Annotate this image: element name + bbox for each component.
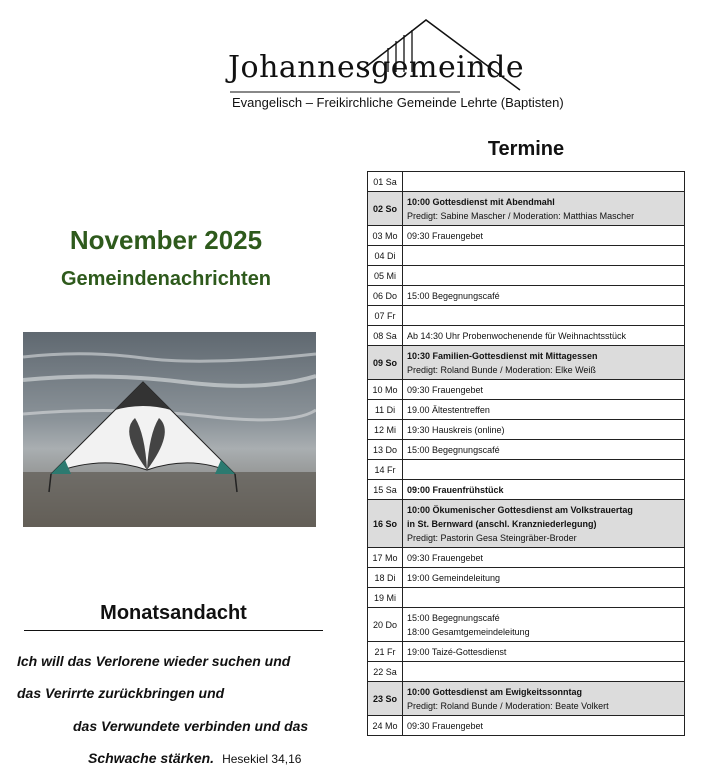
calendar-date: 23 So: [368, 682, 403, 716]
calendar-event: 18:00 Gesamtgemeindeleitung: [407, 626, 530, 637]
calendar-date: 16 So: [368, 500, 403, 548]
calendar-row: [368, 420, 685, 440]
calendar-date: 09 So: [368, 346, 403, 380]
calendar-event: 10:00 Gottesdienst am Ewigkeitssonntag: [407, 686, 583, 697]
church-subtitle: Evangelisch – Freikirchliche Gemeinde Lehrte (Baptisten): [232, 95, 564, 110]
calendar-date: 12 Mi: [368, 420, 403, 440]
calendar-row: [368, 480, 685, 500]
calendar-event: 09:30 Frauengebet: [407, 552, 484, 563]
calendar-events: [403, 568, 685, 588]
calendar-date: 20 Do: [368, 608, 403, 642]
calendar-date: 17 Mo: [368, 548, 403, 568]
calendar-event: 19:00 Gemeindeleitung: [407, 572, 501, 583]
kite-beach-photo: [23, 332, 316, 527]
verse-line-3: das Verwundete verbinden und das: [73, 718, 309, 734]
month-title: November 2025: [69, 225, 263, 255]
calendar-event: Predigt: Sabine Mascher / Moderation: Matthias Mascher: [407, 210, 635, 221]
calendar-row: [368, 326, 685, 346]
church-name: Johannesgemeinde: [228, 50, 525, 85]
calendar-events: [403, 440, 685, 460]
newsletter-subtitle: Gemeindenachrichten: [60, 268, 272, 290]
calendar-row: [368, 588, 685, 608]
calendar-row: [368, 192, 685, 226]
calendar-date: 07 Fr: [368, 306, 403, 326]
calendar-event: 10:00 Ökumenischer Gottesdienst am Volkstrauertag: [407, 504, 633, 515]
calendar-event: Predigt: Pastorin Gesa Steingräber-Broder: [407, 532, 577, 543]
calendar-event: 19:00 Taizé-Gottesdienst: [407, 646, 507, 657]
kite-photo-image: [23, 332, 316, 527]
calendar-event: in St. Bernward (anschl. Kranzniederlegung): [407, 518, 597, 529]
calendar-events: [403, 286, 685, 306]
calendar-row: [368, 548, 685, 568]
calendar-date: 21 Fr: [368, 642, 403, 662]
calendar-event: Predigt: Roland Bunde / Moderation: Beate Volkert: [407, 700, 609, 711]
calendar-row: [368, 568, 685, 588]
calendar-events: [403, 608, 685, 642]
calendar-event: 15:00 Begegnungscafé: [407, 612, 500, 623]
calendar-row: [368, 400, 685, 420]
calendar-row: [368, 500, 685, 548]
calendar-events: [403, 226, 685, 246]
calendar-events: [403, 588, 685, 608]
calendar-event: 09:30 Frauengebet: [407, 720, 484, 731]
andacht-divider: [24, 630, 323, 631]
verse-reference: Hesekiel 34,16: [222, 752, 302, 766]
calendar-events: [403, 716, 685, 736]
calendar-event: 19:30 Hauskreis (online): [407, 424, 505, 435]
calendar-date: 03 Mo: [368, 226, 403, 246]
calendar-event: Ab 14:30 Uhr Probenwochenende für Weihnachtsstück: [407, 330, 626, 341]
verse-line-4: [88, 750, 301, 766]
calendar-events: [403, 480, 685, 500]
calendar-events: [403, 380, 685, 400]
calendar-event: 15:00 Begegnungscafé: [407, 290, 500, 301]
calendar-event: 10:30 Familien-Gottesdienst mit Mittagessen: [407, 350, 598, 361]
calendar-event: 09:30 Frauengebet: [407, 230, 484, 241]
calendar-events: [403, 306, 685, 326]
calendar-events: [403, 548, 685, 568]
calendar-events: [403, 662, 685, 682]
andacht-heading: Monatsandacht: [100, 602, 247, 624]
verse-line-2: das Verirrte zurückbringen und: [17, 685, 225, 701]
calendar-date: 19 Mi: [368, 588, 403, 608]
calendar-date: 15 Sa: [368, 480, 403, 500]
calendar-events: [403, 172, 685, 192]
verse-line-1: Ich will das Verlorene wieder suchen und: [17, 653, 291, 669]
header: [0, 0, 702, 115]
calendar-events: [403, 346, 685, 380]
calendar-date: 05 Mi: [368, 266, 403, 286]
calendar-events: [403, 246, 685, 266]
calendar-date: 01 Sa: [368, 172, 403, 192]
calendar-date: 06 Do: [368, 286, 403, 306]
calendar-date: 22 Sa: [368, 662, 403, 682]
calendar-row: [368, 716, 685, 736]
verse-line-4-text: Schwache stärken.: [88, 750, 215, 766]
calendar-event: 09:00 Frauenfrühstück: [407, 484, 504, 495]
calendar-event: 09:30 Frauengebet: [407, 384, 484, 395]
calendar-events: [403, 326, 685, 346]
calendar-row: [368, 226, 685, 246]
calendar-date: 10 Mo: [368, 380, 403, 400]
calendar-row: [368, 608, 685, 642]
calendar-row: [368, 266, 685, 286]
calendar-event: 19.00 Ältestentreffen: [407, 404, 490, 415]
calendar-date: 14 Fr: [368, 460, 403, 480]
calendar-row: [368, 346, 685, 380]
calendar-row: [368, 682, 685, 716]
calendar-events: [403, 266, 685, 286]
calendar-events: [403, 192, 685, 226]
calendar-events: [403, 500, 685, 548]
calendar-row: [368, 460, 685, 480]
calendar-row: [368, 246, 685, 266]
calendar-event: 15:00 Begegnungscafé: [407, 444, 500, 455]
calendar-events: [403, 682, 685, 716]
calendar-row: [368, 172, 685, 192]
calendar-date: 08 Sa: [368, 326, 403, 346]
calendar-events: [403, 420, 685, 440]
calendar-events: [403, 460, 685, 480]
calendar-date: 13 Do: [368, 440, 403, 460]
calendar-date: 11 Di: [368, 400, 403, 420]
termine-heading: Termine: [487, 138, 565, 160]
calendar-event: Predigt: Roland Bunde / Moderation: Elke Weiß: [407, 364, 596, 375]
calendar-row: [368, 380, 685, 400]
calendar-date: 02 So: [368, 192, 403, 226]
calendar-events: [403, 642, 685, 662]
calendar-row: [368, 286, 685, 306]
calendar-table: [367, 171, 685, 736]
calendar-events: [403, 400, 685, 420]
calendar-row: [368, 306, 685, 326]
calendar-date: 24 Mo: [368, 716, 403, 736]
calendar-row: [368, 642, 685, 662]
calendar-event: 10:00 Gottesdienst mit Abendmahl: [407, 196, 555, 207]
calendar-row: [368, 662, 685, 682]
calendar-row: [368, 440, 685, 460]
calendar-date: 18 Di: [368, 568, 403, 588]
calendar-date: 04 Di: [368, 246, 403, 266]
